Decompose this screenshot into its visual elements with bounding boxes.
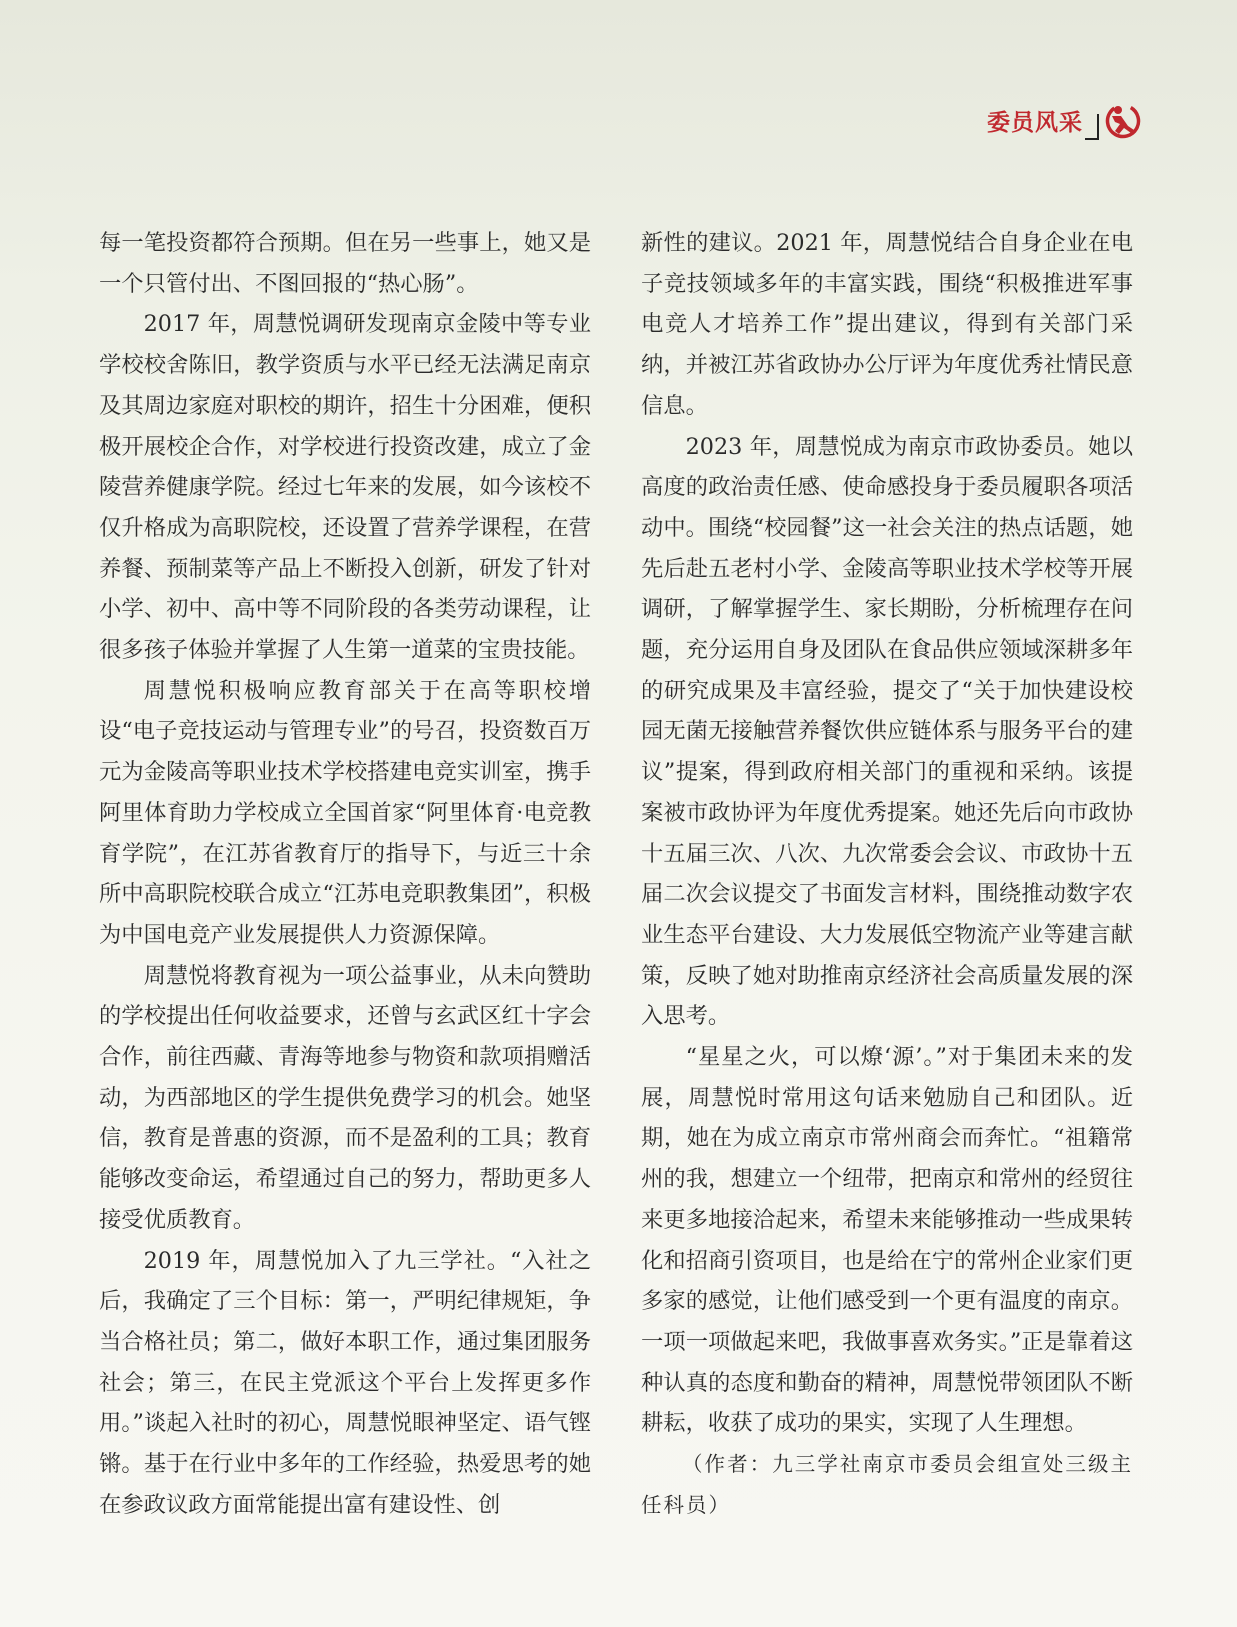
section-title: 委员风采 [987, 109, 1083, 136]
paragraph: 周慧悦将教育视为一项公益事业，从未向赞助的学校提出任何收益要求，还曾与玄武区红十字会合作，前往西藏、青海等地参与物资和款项捐赠活动，为西部地区的学生提供免费学习的机会。她坚信，教育是普惠的资源，而不是盈利的工具；教育能够改变命运，希望通过自己的努力，帮助更多人接受优质教育。 [99, 962, 591, 1233]
article-left-column [99, 223, 591, 1526]
paragraph: 周慧悦积极响应教育部关于在高等职校增设“电子竞技运动与管理专业”的号召，投资数百万元为金陵高等职业技术学校搭建电竞实训室，携手阿里体育助力学校成立全国首家“阿里体育·电竞教育学院”，在江苏省教育厅的指导下，与近三十余所中高职院校联合成立“江苏电竞职教集团”，积极为中国电竞产业发展提供人力资源保障。 [99, 677, 591, 948]
page-header [987, 100, 1143, 140]
article-right-column [641, 223, 1133, 1526]
red-circle-person-logo-icon [1103, 100, 1143, 140]
paragraph: 2017 年，周慧悦调研发现南京金陵中等专业学校校舍陈旧，教学资质与水平已经无法满足南京及其周边家庭对职校的期许，招生十分困难，便积极开展校企合作，对学校进行投资改建，成立了金陵营养健康学院。经过七年来的发展，如今该校不仅升格成为高职院校，还设置了营养学课程，在营养餐、预制菜等产品上不断投入创新，研发了针对小学、初中、高中等不同阶段的各类劳动课程，让很多孩子体验并掌握了人生第一道菜的宝贵技能。 [99, 311, 591, 664]
paragraph: 新性的建议。2021 年，周慧悦结合自身企业在电子竞技领域多年的丰富实践，围绕“积极推进军事电竞人才培养工作”提出建议，得到有关部门采纳，并被江苏省政协办公厅评为年度优秀社情民意信息。 [641, 230, 1133, 419]
author-byline: （作者：九三学社南京市委员会组宣处三级主任科员） [641, 1452, 1133, 1517]
corner-bracket-decoration [1085, 114, 1099, 140]
paragraph: “星星之火，可以燎‘源’。”对于集团未来的发展，周慧悦时常用这句话来勉励自己和团队。近期，她在为成立南京市常州商会而奔忙。“祖籍常州的我，想建立一个纽带，把南京和常州的经贸往来更多地接洽起来，希望未来能够推动一些成果转化和招商引资项目，也是给在宁的常州企业家们更多家的感觉，让他们感受到一个更有温度的南京。一项一项做起来吧，我做事喜欢务实。”正是靠着这种认真的态度和勤奋的精神，周慧悦带领团队不断耕耘，收获了成功的果实，实现了人生理想。 [641, 1044, 1133, 1437]
paragraph: 每一笔投资都符合预期。但在另一些事上，她又是一个只管付出、不图回报的“热心肠”。 [99, 230, 591, 297]
paragraph: 2019 年，周慧悦加入了九三学社。“入社之后，我确定了三个目标：第一，严明纪律规矩，争当合格社员；第二，做好本职工作，通过集团服务社会；第三，在民主党派这个平台上发挥更多作用。”谈起入社时的初心，周慧悦眼神坚定、语气铿锵。基于在行业中多年的工作经验，热爱思考的她在参政议政方面常能提出富有建设性、创 [99, 1247, 591, 1518]
paragraph: 2023 年，周慧悦成为南京市政协委员。她以高度的政治责任感、使命感投身于委员履职各项活动中。围绕“校园餐”这一社会关注的热点话题，她先后赴五老村小学、金陵高等职业技术学校等开展调研，了解掌握学生、家长期盼，分析梳理存在问题，充分运用自身及团队在食品供应领域深耕多年的研究成果及丰富经验，提交了“关于加快建设校园无菌无接触营养餐饮供应链体系与服务平台的建议”提案，得到政府相关部门的重视和采纳。该提案被市政协评为年度优秀提案。她还先后向市政协十五届三次、八次、九次常委会会议、市政协十五届二次会议提交了书面发言材料，围绕推动数字农业生态平台建设、大力发展低空物流产业等建言献策，反映了她对助推南京经济社会高质量发展的深入思考。 [641, 433, 1133, 1030]
